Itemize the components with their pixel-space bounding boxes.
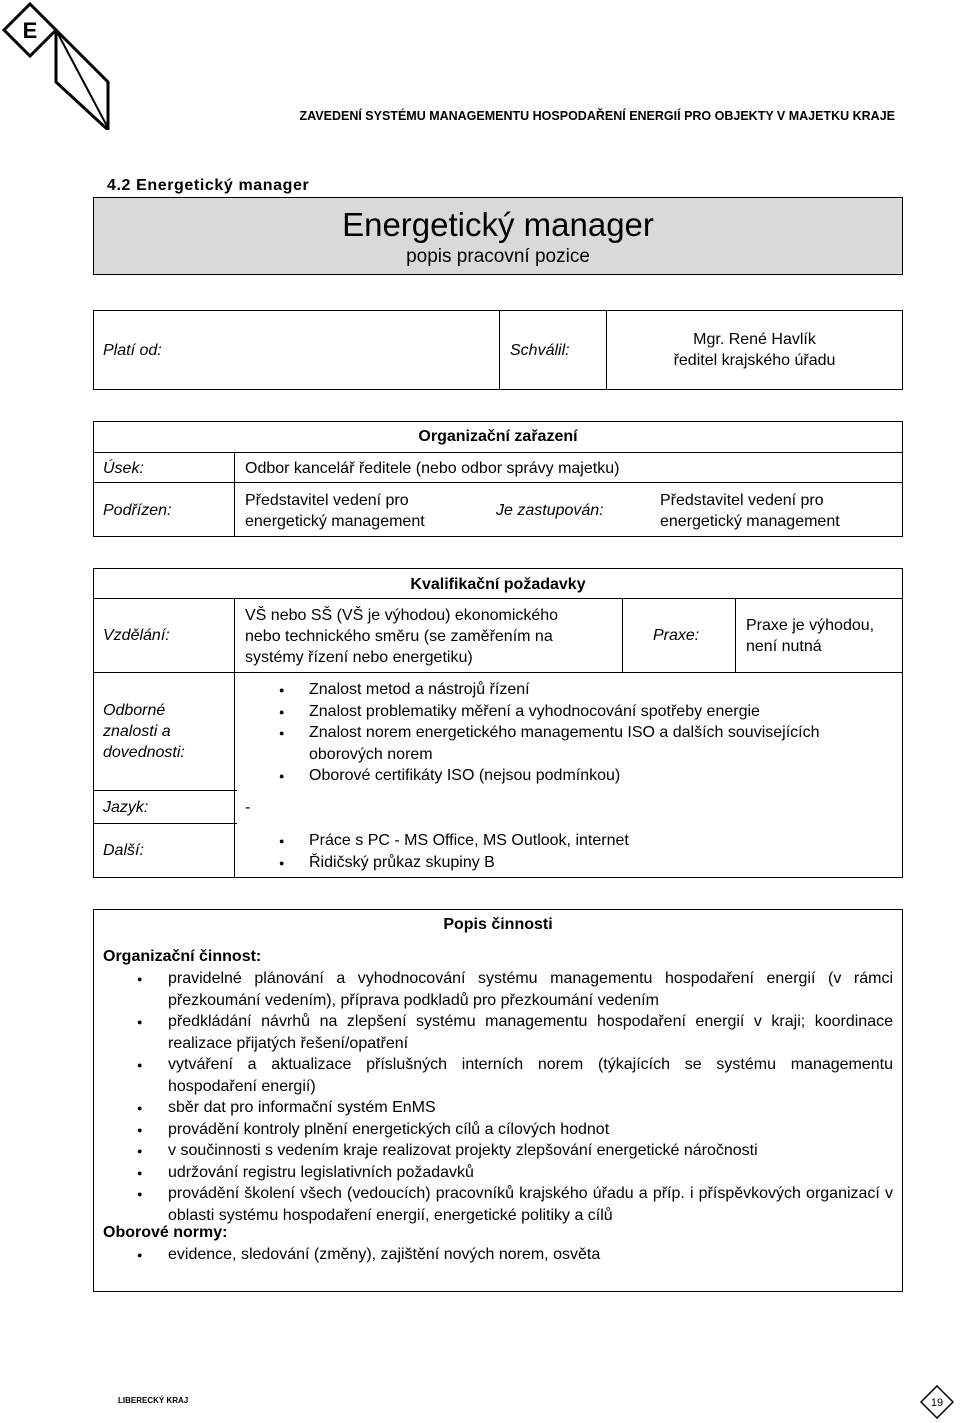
- valid-from-label: Platí od:: [103, 342, 162, 359]
- org-activity-label: Organizační činnost:: [103, 948, 262, 965]
- deputy-value-line1: Představitel vedení pro: [660, 492, 824, 509]
- document-header-title: ZAVEDENÍ SYSTÉMU MANAGEMENTU HOSPODAŘENÍ ENERGIÍ PRO OBJEKTY V MAJETKU KRAJE: [299, 109, 895, 123]
- deputy-value-line2: energetický management: [660, 513, 840, 530]
- org-heading: Organizační zařazení: [418, 428, 578, 445]
- education-label: Vzdělání:: [103, 627, 170, 644]
- practice-value-line1: Praxe je výhodou,: [746, 617, 875, 634]
- logo-letter: E: [22, 18, 38, 43]
- skills-list: [236, 679, 896, 787]
- list-item: ● Znalost norem energetického managementu ISO a dalších souvisejících oborových norem: [236, 722, 896, 765]
- activity-heading: Popis činnosti: [443, 916, 553, 933]
- list-item: ● udržování registru legislativních požadavků: [94, 1162, 893, 1184]
- list-item: ● vytváření a aktualizace příslušných interních norem (týkajících se systému managementu hospodaření energií): [94, 1054, 893, 1097]
- skills-label-line1: Odborné: [103, 702, 166, 719]
- deputy-label: Je zastupován:: [496, 502, 604, 519]
- education-value-line2: nebo technického směru (se zaměřením na: [245, 628, 553, 645]
- section-heading: 4.2 Energetický manager: [107, 177, 310, 194]
- page-number: 19: [930, 1397, 944, 1409]
- skills-label-line2: znalosti a: [103, 723, 171, 740]
- skills-label-line3: dovednosti:: [103, 744, 185, 761]
- list-item: ● Znalost metod a nástrojů řízení: [236, 679, 896, 701]
- page-number-badge: [920, 1385, 954, 1419]
- list-item: ● Znalost problematiky měření a vyhodnocování spotřeby energie: [236, 701, 896, 723]
- language-label: Jazyk:: [103, 799, 149, 816]
- list-item: ● předkládání návrhů na zlepšení systému managementu hospodaření energií v kraji; koordinace realizace přijatých řešení/opatření: [94, 1011, 893, 1054]
- approved-label: Schválil:: [510, 342, 570, 359]
- liberecky-kraj-logo: [0, 0, 110, 130]
- practice-value-line2: není nutná: [746, 638, 822, 655]
- list-item: ● Práce s PC - MS Office, MS Outlook, internet: [236, 830, 896, 852]
- list-item: ● Řidičský průkaz skupiny B: [236, 852, 896, 874]
- list-item: ● provádění školení všech (vedoucích) pracovníků krajského úřadu a příp. i příspěvkových organizací v oblasti systému hospodaření energií, energetické politiky a cílů: [94, 1183, 893, 1226]
- norms-label: Oborové normy:: [103, 1224, 228, 1241]
- list-item: ● pravidelné plánování a vyhodnocování systému managementu hospodaření energií (v rámci přezkoumání vedením), příprava podkladů pro přezkoumání vedením: [94, 968, 893, 1011]
- other-label: Další:: [103, 842, 144, 859]
- norms-list: [94, 1244, 893, 1266]
- approver-role: ředitel krajského úřadu: [673, 352, 836, 369]
- other-list: [236, 830, 896, 873]
- list-item: ● Oborové certifikáty ISO (nejsou podmínkou): [236, 765, 896, 787]
- section-value: Odbor kancelář ředitele (nebo odbor správy majetku): [245, 460, 620, 477]
- subordinate-value-line1: Představitel vedení pro: [245, 492, 409, 509]
- list-item: ● v součinnosti s vedením kraje realizovat projekty zlepšování energetické náročnosti: [94, 1140, 893, 1162]
- list-item: ● provádění kontroly plnění energetických cílů a cílových hodnot: [94, 1119, 893, 1141]
- section-label: Úsek:: [103, 460, 144, 477]
- qualification-heading: Kvalifikační požadavky: [410, 576, 586, 593]
- position-subtitle: popis pracovní pozice: [406, 246, 590, 267]
- list-item: ● evidence, sledování (změny), zajištění nových norem, osvěta: [94, 1244, 893, 1266]
- footer-organization: LIBERECKÝ KRAJ: [118, 1396, 189, 1405]
- language-value: -: [245, 799, 251, 816]
- title-box: [93, 197, 903, 275]
- org-activity-list: [94, 968, 893, 1226]
- education-value-line1: VŠ nebo SŠ (VŠ je výhodou) ekonomického: [245, 607, 559, 624]
- approver-name: Mgr. René Havlík: [693, 331, 816, 348]
- education-value-line3: systémy řízení nebo energetiku): [245, 649, 473, 666]
- position-title: Energetický manager: [342, 206, 654, 243]
- subordinate-label: Podřízen:: [103, 502, 172, 519]
- practice-label: Praxe:: [653, 627, 700, 644]
- list-item: ● sběr dat pro informační systém EnMS: [94, 1097, 893, 1119]
- subordinate-value-line2: energetický management: [245, 513, 425, 530]
